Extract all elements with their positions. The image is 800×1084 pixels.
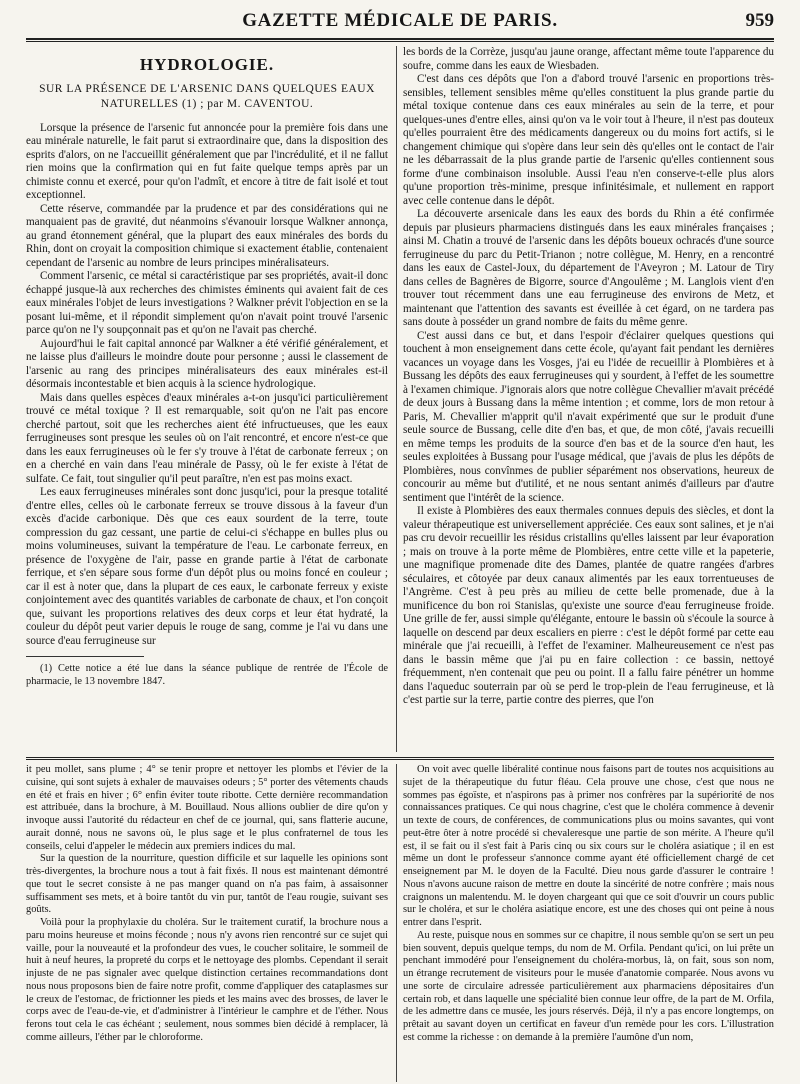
section-title: HYDROLOGIE. bbox=[139, 55, 275, 74]
footnote-rule bbox=[26, 656, 144, 657]
paragraph: C'est aussi dans ce but, et dans l'espoir d'éclairer quelques questions qui touchent à mon enseignement dans cette école, qu'ayant fait pendant les dernières vacances un voyage dans les Vosges, j'ai eu l'idée de recueillir à Plombières et à Bussang les dépôts des eaux ferrugineuses qui y sourdent, à l'effet de les soumettre à l'examen chimique. J'ignorais alors que notre collègue Chevallier m'avait précédé de deux jours à Bussang dans la même intention ; et comme, lors de mon retour à Paris, M. Chevallier m'apprit qu'il n'avait expérimenté que sur le produit d'une seule source de Bussang, celle dite d'en bas, et que, de mon côté, j'avais recueilli en même temps les produits de la source d'en bas et de la source d'en haut, les seules exploitées à Bussang pour l'usage médical, que j'avais de plus les dépôts de Plombières, nous convînmes de publier séparément nos observations, heureux de concourir au même but d'utilité, et ne nous sentant animés d'ailleurs par d'autre sentiment que l'intérêt de la science. bbox=[403, 329, 774, 504]
paragraph: La découverte arsenicale dans les eaux des bords du Rhin a été confirmée depuis par plusieurs pharmaciens distingués dans les eaux minérales françaises ; ainsi M. Chatin a trouvé de l'arsenic dans les dépôts boueux ochracés d'une source ferrugineuse du parc du Petit-Trianon ; notre collègue, M. Henry, en a rencontré dans les eaux de Castel-Joux, du département de l'Aveyron ; M. Latour de Tiry dans celles de Bagnères de Bigorre, source d'Angoulême ; M. Langlois vient d'en trouver tout récemment dans une eau ferrugineuse des environs de Metz, et maintenant que l'attention des savants est éveillée à cet égard, on ne tardera pas sans doute à posséder un grand nombre de faits du même genre. bbox=[403, 208, 774, 328]
paragraph: C'est dans ces dépôts que l'on a d'abord trouvé l'arsenic en proportions très-sensibles, tellement sensibles même qu'elles constituent la plus grande partie du métal toxique contenue dans ces eaux minérales au sein de la terre, et pour quelques-unes d'entre elles, ainsi qu'on va le voir tout à l'heure, il n'est pas douteux qu'elles pourraient être des médicaments dangereux ou du moins fort actifs, si le changement chimique qui s'opère dans leur sein dès qu'elles ont le contact de l'air ne les débarrassait de la plus grande partie de l'arsenic qu'elles contiennent sous forme d'une combinaison insoluble. Aussi l'eau n'en conserve-t-elle plus alors qu'une proportion très-minime, presque infinitésimale, et nullement en rapport avec celle contenue dans le dépôt. bbox=[403, 73, 774, 207]
footnote bbox=[26, 663, 388, 688]
upper-left-column bbox=[26, 46, 388, 688]
upper-right-column bbox=[403, 46, 774, 708]
paragraph: Lorsque la présence de l'arsenic fut annoncée pour la première fois dans une eau minérale naturelle, le fait parut si extraordinaire que, dans la disposition des esprits d'alors, on ne l'accueillit généralement que par l'incrédulité, et il ne fallut rien moins que la confirmation qui en fut faite quelque temps après par un chimiste connu et exercé, pour qu'on l'admît, et encore à titre de fait isolé et tout exceptionnel. bbox=[26, 121, 388, 201]
page-number: 959 bbox=[745, 10, 774, 31]
lower-left-column bbox=[26, 764, 388, 1045]
paragraph: Mais dans quelles espèces d'eaux minérales a-t-on jusqu'ici particulièrement trouvé ce métal toxique ? Il est remarquable, soit qu'on ne l'ait pas encore cherché partout, soit que les recherches aient été infructueuses, que les eaux ferrugineuses sont presque les seules où on l'ait rencontré, et encore n'est-ce que dans les eaux ferrugineuses où le fer s'y trouve à l'état de carbonate ferreux ; on en a cherché en vain dans l'eau minérale de Passy, où le fer existe à l'état de sulfate. Ce fait, tout singulier qu'il peut paraître, n'en est pas moins exact. bbox=[26, 391, 388, 485]
paragraph: Il existe à Plombières des eaux thermales connues depuis des siècles, et dont la valeur thérapeutique est universellement appréciée. Ces eaux sont salines, et je n'ai pas cru devoir recueillir les résidus cristallins qu'elles laissent par leur évaporation ; mais on trouve à la porte même de Plombières, entre cette ville et la papeterie, une magnifique promenade dite des Dames, plantée de quatre rangées d'arbres séculaires, et côtoyée par deux canaux alimentés par les eaux torrentueuses de l'Angrème. C'est à peu près au milieu de cette belle promenade, due à la munificence du bon roi Stanislas, qu'existe une source d'eau ferrugineuse froide. Une grille de fer, aussi simple qu'élégante, entoure le bassin où s'écoule la source à laquelle on descend par deux escaliers en pierre : c'est le dépôt formé par cette eau minérale que j'ai recueilli, à l'effet de l'examiner. Malheureusement ce n'est pas dans le bassin même que j'ai pu en faire collection : ce bassin, nettoyé fréquemment, n'en contenait que peu ou point. Il a fallu faire pénétrer un homme dans l'aqueduc souterrain par où se perd le trop-plein de l'eau ferrugineuse, et là c'est partie sur la terre, partie contre des pierres, que l'on bbox=[403, 505, 774, 706]
paragraph: Voilà pour la prophylaxie du choléra. Sur le traitement curatif, la brochure nous a paru moins heureuse et moins féconde ; nous n'y avons rien rencontré sur ce sujet qui vaille, pour la nouveauté et la profondeur des vues, le coucher solitaire, le sommeil de huit à neuf heures, la propreté du corps et le nettoyage des plombs. Cependant il serait injuste de ne pas signaler avec quelque distinction certaines recommandations dont nous nous proposons bien de faire notre profit, comme d'appliquer des cataplasmes sur le creux de l'estomac, de frictionner les pieds et les mains avec des brosses, de laver le corps avec de l'eau-de-vie, et d'administrer à l'intérieur le camphre et de l'éther. Nous ferons tout cela le cas échéant ; seulement, nous sommes bien décidé à remplacer, là comme ailleurs, l'éther par le chloroforme. bbox=[26, 917, 388, 1043]
column-divider bbox=[396, 764, 397, 1082]
paragraph: it peu mollet, sans plume ; 4° se tenir propre et nettoyer les plombs et l'évier de la cuisine, qui sont sujets à exhaler de mauvaises odeurs ; 5° porter des vêtements chauds en été et frais en hiver ; 6° enfin éviter toute ribotte. Cette dernière recommandation est attribuée, dans la brochure, à M. Bouillaud. Nous allions oublier de dire qu'on y invoque aussi l'autorité du rédacteur en chef de ce journal, qui, sans flatterie aucune, aurait donné, nous ne savons où, le plus sage et le plus confraternel de tous les conseils, celui d'appeler le médecin aux premiers indices du mal. bbox=[26, 764, 388, 852]
lower-right-column bbox=[403, 764, 774, 1045]
paragraph: On voit avec quelle libéralité continue nous faisons part de toutes nos acquisitions au sujet de la thérapeutique du futur fléau. Cela prouve une chose, c'est que nous ne sommes pas égoïste, et n'aspirons pas à primer nos confrères par la supériorité de nos connaissances pratiques. Ce qui nous chagrine, c'est que le choléra commence à devenir un texte de cours, de conférences, de communications plus ou moins savantes, qui vont peut-être ôter à notre procédé si chevaleresque une partie de son mérite. A l'heure qu'il est, il se fait ou il s'est fait à Paris cinq ou six cours sur le choléra asiatique ; il en est même un dont le professeur s'annonce comme ayant été officiellement chargé de cet enseignement par M. le doyen de la Faculté. Dieu nous garde d'assurer le contraire ! Nous n'avons aucune raison de mettre en doute la sincérité de notre confrère ; mais nous craignons un malentendu. M. le doyen chargeant qui que ce soit d'ouvrir un cours public sur le choléra, et sur le choléra asiatique encore, est une des choses qui ont peine à nous entrer dans l'esprit. bbox=[403, 764, 774, 928]
paragraph: Les eaux ferrugineuses minérales sont donc jusqu'ici, pour la presque totalité d'entre elles, celles où le carbonate ferreux se trouve dissous à la faveur d'un excès d'acide carbonique. Dès que ces eaux sourdent de la terre, toute compression du gaz cessant, une partie de celui-ci s'échappe en bulles plus ou moins volumineuses, suivant la température de l'eau. Le carbonate ferreux, en présence de l'oxygène de l'air, passe en grande partie à l'état de carbonate ferrique, et s'en sépare sous forme d'un dépôt plus ou moins foncé en couleur ; car il est à noter que, dans la plupart de ces eaux, le carbonate ferreux y existe conjointement avec des quantités variables de carbonate de chaux, et l'on conçoit que, suivant les proportions relatives des deux corps et leur état hydraté, la couleur du dépôt peut varier depuis le rouge de sang, comme je l'ai vu dans une source d'eau ferrugineuse sur bbox=[26, 486, 388, 647]
paragraph: Cette réserve, commandée par la prudence et par des considérations qui ne manquaient pas de gravité, dut néanmoins s'évanouir lorsque Walkner annonça, au grand étonnement général, que la plupart des eaux minérales des bords du Rhin, dont on croyait la composition chimique si exactement établie, contenaient cependant de l'arsenic au nombre de leurs principes minéralisateurs. bbox=[26, 202, 388, 269]
column-divider bbox=[396, 46, 397, 752]
header-rule bbox=[26, 38, 774, 42]
paragraph: Aujourd'hui le fait capital annoncé par Walkner a été vérifié généralement, et ne laisse plus d'ailleurs le moindre doute pour personne ; aussi le classement de l'arsenic au rang des principes minéralisateurs des eaux minérales est-il désormais incontestable et bien acquis à la science hydrologique. bbox=[26, 337, 388, 390]
page-header bbox=[26, 8, 774, 34]
footnote-text: (1) Cette notice a été lue dans la séance publique de rentrée de l'École de pharmacie, le 13 novembre 1847. bbox=[26, 663, 388, 687]
journal-title: GAZETTE MÉDICALE DE PARIS. bbox=[242, 10, 558, 31]
paragraph: Comment l'arsenic, ce métal si caractéristique par ses propriétés, avait-il donc échappé jusque-là aux recherches des chimistes éminents qui avaient fait de ces eaux minérales l'objet de leurs investigations ? Walkner prévit l'objection en se la posant lui-même, et il répondit simplement qu'on n'avait point trouvé l'arsenic parce qu'on ne l'y soupçonnait pas et qu'on ne l'avait pas cherché. bbox=[26, 270, 388, 336]
paragraph: les bords de la Corrèze, jusqu'au jaune orange, affectant même toute l'apparence du soufre, comme dans les eaux de Wiesbaden. bbox=[403, 46, 774, 72]
lower-section bbox=[26, 764, 774, 1082]
upper-section bbox=[26, 46, 774, 752]
article-title: SUR LA PRÉSENCE DE L'ARSENIC DANS QUELQUES EAUX NATURELLES (1) ; par M. CAVENTOU. bbox=[39, 82, 375, 110]
section-separator-rule bbox=[26, 757, 774, 760]
paragraph: Sur la question de la nourriture, question difficile et sur laquelle les opinions sont très-divergentes, la brochure nous a tout à fait fixés. Il nous est maintenant démontré que tout le secret consiste à ne pas manger quand on n'a pas faim, à assaisonner suffisamment ses mets, et à boire tantôt du vin pur, tantôt de l'eau rougie, suivant ses goûts. bbox=[26, 853, 388, 916]
paragraph: Au reste, puisque nous en sommes sur ce chapitre, il nous semble qu'on se sert un peu bien souvent, depuis quelque temps, du nom de M. Orfila. Pendant qu'ici, on lui prête un penchant immodéré pour l'enseignement du choléra-morbus, là, on fait, sous son nom, un étrange recrutement de visiteurs pour le musée d'anatomie comparée. Nous avons vu une sorte de circulaire adressée particulièrement aux pharmaciens dépositaires d'un certain rob, et dans laquelle une spécialité bien connue leur offre, de la part de M. Orfila, de les admettre dans ce musée, les jours réservés. Déjà, il n'y a pas encore longtemps, on prêtait au savant doyen un certificat en faveur d'un remède pour les cors. L'illustration est comme la richesse : on demande à la première l'aumône d'un nom, bbox=[403, 929, 774, 1043]
